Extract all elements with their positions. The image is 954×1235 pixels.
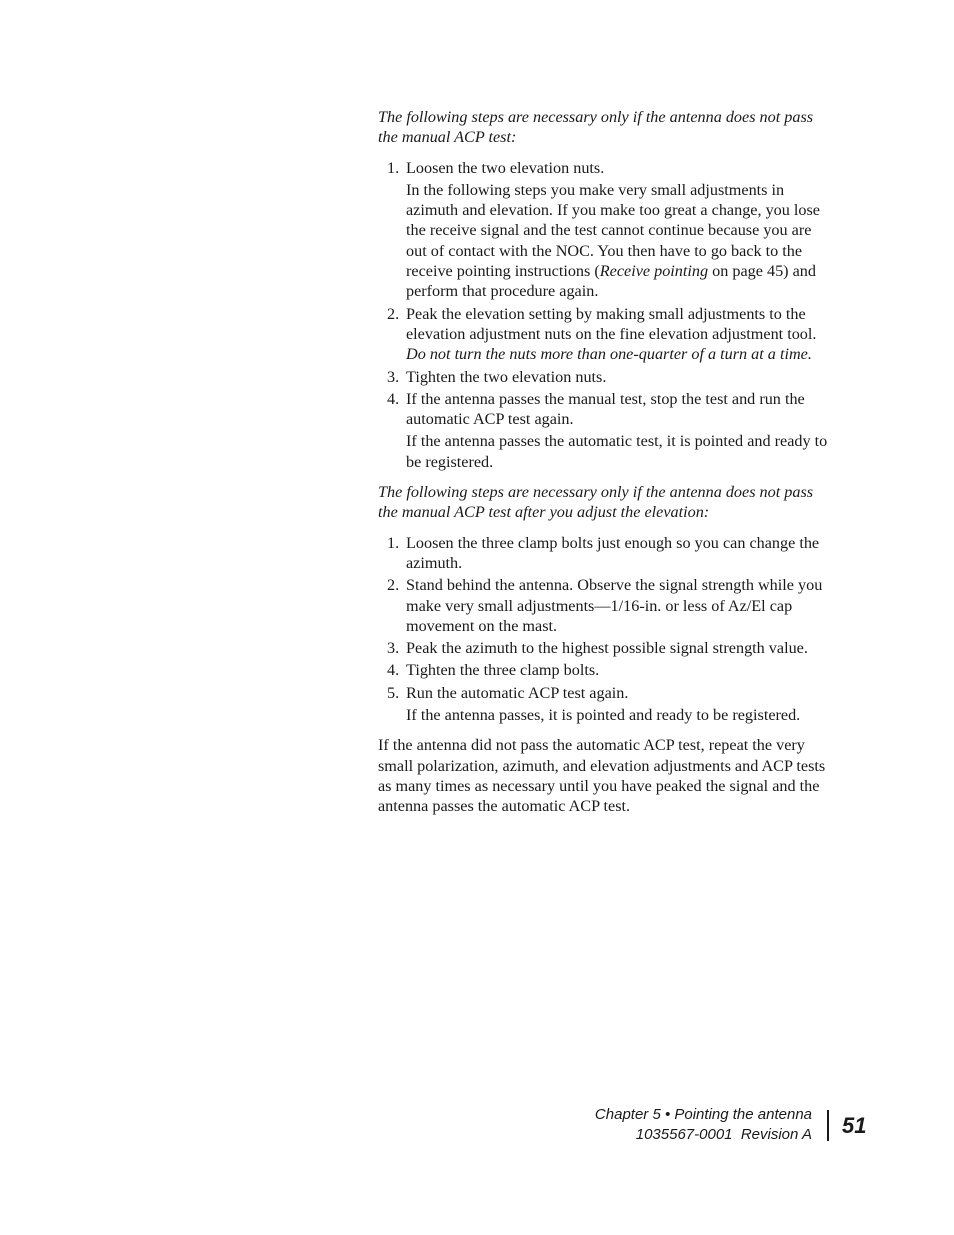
list-item — [378, 304, 828, 365]
closing-paragraph: If the antenna did not pass the automatic ACP test, repeat the very small polarization, azimuth, and elevation adjustments and ACP tests as many times as necessary until you have peaked the signal and the antenna passes the automatic ACP test. — [378, 736, 826, 816]
step-text: Tighten the two elevation nuts. — [406, 367, 607, 386]
list-item — [378, 389, 828, 472]
step-number: 1. — [387, 158, 400, 177]
footer-divider — [827, 1110, 829, 1141]
section1-steps — [378, 158, 828, 472]
step-emphasis: Do not turn the nuts more than one-quarter of a turn at a time. — [406, 345, 812, 364]
step-note: If the antenna passes the automatic test, it is pointed and ready to be registered. — [406, 432, 828, 471]
section2-intro: The following steps are necessary only if the antenna does not pass the manual ACP test after you adjust the elevation: — [378, 483, 814, 522]
step-text: Stand behind the antenna. Observe the signal strength while you make very small adjustments—1/16-in. or less of Az/El cap movement on the mast. — [406, 576, 823, 635]
step-text: Tighten the three clamp bolts. — [406, 661, 600, 680]
list-item — [378, 660, 828, 680]
step-number: 4. — [387, 661, 400, 680]
step-number: 2. — [387, 576, 400, 595]
step-number: 5. — [387, 683, 400, 702]
list-item — [378, 533, 828, 574]
footer-doc-id: 1035567-0001 Revision A — [635, 1126, 812, 1143]
list-item — [378, 158, 828, 302]
list-item — [378, 638, 828, 658]
list-item — [378, 683, 828, 726]
step-text: Loosen the two elevation nuts. — [406, 158, 605, 177]
list-item — [378, 575, 828, 636]
step-note-text: In the following steps you make very small adjustments in azimuth and elevation. If you make too great a change, you lose the receive signal and the test cannot continue because you are out of contact with the NOC. You then have to go back to the receive pointing instructions ( — [406, 180, 820, 281]
step-text: Loosen the three clamp bolts just enough so you can change the azimuth. — [406, 533, 820, 572]
page-footer — [500, 1105, 812, 1145]
step-number: 2. — [387, 304, 400, 323]
step-note — [406, 180, 828, 302]
cross-reference: Receive pointing — [599, 262, 709, 281]
step-number: 3. — [387, 639, 400, 658]
step-text: Run the automatic ACP test again. — [406, 683, 629, 702]
page-body — [378, 107, 828, 817]
step-number: 4. — [387, 389, 400, 408]
step-note: If the antenna passes, it is pointed and ready to be registered. — [406, 706, 801, 725]
step-number: 3. — [387, 367, 400, 386]
footer-chapter: Chapter 5 • Pointing the antenna — [594, 1106, 812, 1123]
page-number: 51 — [842, 1113, 867, 1138]
step-number: 1. — [387, 533, 400, 552]
list-item — [378, 367, 828, 387]
step-note-text-end: on page 45) and perform that procedure again. — [406, 262, 816, 301]
step-text: If the antenna passes the manual test, stop the test and run the automatic ACP test again. — [406, 389, 805, 429]
step-text: Peak the azimuth to the highest possible signal strength value. — [406, 639, 808, 658]
section2-steps — [378, 533, 828, 726]
section1-intro: The following steps are necessary only if the antenna does not pass the manual ACP test: — [378, 108, 814, 147]
step-text: Peak the elevation setting by making small adjustments to the elevation adjustment nuts on the fine elevation adjustment tool. — [406, 304, 817, 343]
